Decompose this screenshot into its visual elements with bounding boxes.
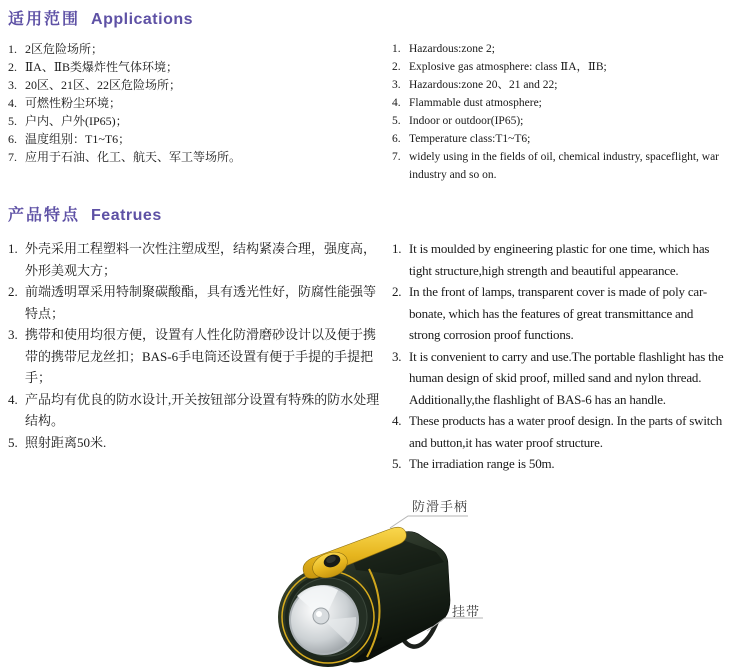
applications-title-en: Applications — [91, 11, 194, 28]
list-item: 6. Temperature class:T1~T6; — [392, 133, 531, 145]
list-item: 7. 应用于石油、化工、航天、军工等场所。 — [8, 150, 242, 164]
list-item: 2. In the front of lamps, transparent cover is made of poly car-bonate, which has the features of great transmittance and strong corrosion proof functions. — [392, 284, 707, 342]
list-item: 5. 户内、户外(IP65)； — [8, 114, 128, 128]
product-figure — [250, 495, 580, 667]
features-list-english — [392, 238, 726, 475]
list-item: 1. 外壳采用工程塑料一次性注塑成型，结构紧凑合理，强度高，外形美观大方； — [8, 241, 377, 278]
list-item: 5. Indoor or outdoor(IP65); — [392, 115, 524, 127]
applications-list-chinese — [8, 40, 384, 166]
list-item: 2. ⅡA、ⅡB类爆炸性气体环境； — [8, 60, 178, 74]
list-item: 1. It is moulded by engineering plastic for one time, which has tight structure,high strength and beautiful appearance. — [392, 241, 710, 278]
list-item: 5. 照射距离50米. — [8, 434, 107, 450]
handle-leader-line — [390, 516, 468, 528]
features-title-en: Featrues — [91, 207, 162, 224]
list-item: 1. 2区危险场所； — [8, 42, 104, 56]
list-item: 2. 前端透明罩采用特制聚碳酸酯，具有透光性好，防腐性能强等特点； — [8, 284, 377, 321]
list-item: 3. 携带和使用均很方便，设置有人性化防滑磨砂设计以及便于携带的携带尼龙丝扣；BAS-6手电筒还设置有便于手提的手提把手； — [8, 327, 377, 385]
list-item: 2. Explosive gas atmosphere: class ⅡA，ⅡB; — [392, 61, 607, 73]
flashlight-lens-graphic — [278, 567, 378, 667]
applications-list-english — [392, 40, 726, 184]
list-item: 4. 产品均有优良的防水设计,开关按钮部分设置有特殊的防水处理结构。 — [8, 391, 380, 428]
list-item: 3. Hazardous:zone 20、21 and 22; — [392, 79, 558, 91]
flashlight-photo — [250, 495, 580, 667]
list-item: 3. 20区、21区、22区危险场所； — [8, 78, 182, 92]
features-title-zh: 产品特点 — [8, 207, 81, 224]
list-item: 4. Flammable dust atmosphere; — [392, 97, 542, 109]
list-item: 3. It is convenient to carry and use.The portable flashlight has the human design of skid proof, milled sand and nylon thread. Additionally,the flashlight of BAS-6 has an handle. — [392, 348, 724, 407]
list-item: 1. Hazardous:zone 2; — [392, 43, 495, 55]
list-item: 4. 可燃性粉尘环境； — [8, 96, 122, 110]
features-section-title — [8, 202, 162, 225]
applications-title-zh: 适用范围 — [8, 11, 81, 28]
features-list-chinese — [8, 238, 380, 453]
list-item: 5. The irradiation range is 50m. — [392, 456, 555, 471]
strap-callout-label: 挂带 — [452, 604, 481, 619]
list-item: 4. These products has a water proof design. In the parts of switch and button,it has water proof structure. — [392, 413, 723, 450]
handle-callout-label: 防滑手柄 — [412, 499, 469, 514]
list-item: 6. 温度组别：T1~T6； — [8, 132, 131, 146]
list-item: 7. widely using in the fields of oil, chemical industry, spaceflight, war industry and so on. — [392, 151, 720, 181]
applications-section-title — [8, 6, 193, 29]
